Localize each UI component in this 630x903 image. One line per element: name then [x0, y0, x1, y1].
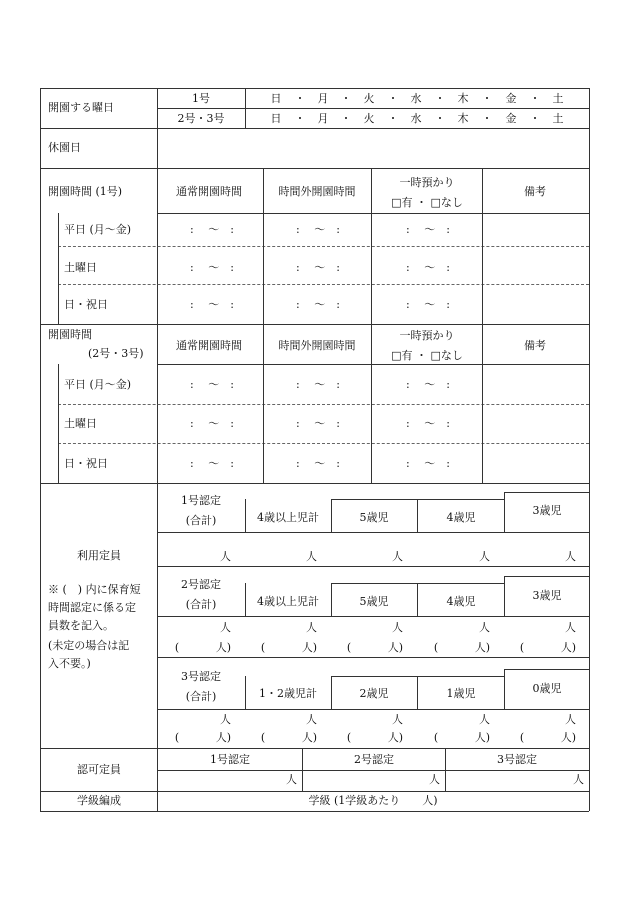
capacity-g3-col-header: 1・2歳児計 — [259, 687, 317, 700]
day-2-3go[interactable]: 土 — [552, 112, 564, 125]
day-2-3go[interactable]: 日 — [270, 112, 282, 125]
day-1go[interactable]: 日 — [270, 92, 282, 105]
capacity-paren-open: ( — [433, 731, 439, 744]
time-normal[interactable]: : ～ : — [190, 457, 234, 470]
hours23-col-note: 備考 — [524, 339, 546, 352]
day-1go[interactable]: 水 — [410, 92, 422, 105]
grid-vline — [371, 168, 372, 324]
capacity-unit[interactable]: 人 — [565, 550, 576, 563]
day-2-3go[interactable]: ・ — [529, 112, 541, 125]
grid-hline — [40, 168, 589, 169]
capacity-paren-open: ( — [519, 641, 525, 654]
capacity-note-line: 員数を記入。 — [48, 619, 114, 632]
time-extra[interactable]: : ～ : — [296, 261, 340, 274]
capacity-g3-title-sub: (合計) — [185, 690, 217, 703]
hours23-col-normal: 通常開園時間 — [176, 339, 242, 352]
day-1go[interactable]: ・ — [340, 92, 352, 105]
day-2-3go[interactable]: ・ — [294, 112, 306, 125]
grid-vline — [482, 324, 483, 483]
capacity-paren-close[interactable]: 人) — [215, 641, 231, 654]
capacity-unit[interactable]: 人 — [479, 621, 490, 634]
capacity-g3-title: 3号認定 — [181, 670, 221, 683]
time-temp[interactable]: : ～ : — [406, 223, 450, 236]
grid-hline — [157, 566, 589, 567]
capacity-paren-open: ( — [346, 731, 352, 744]
capacity-unit[interactable]: 人 — [220, 713, 231, 726]
hours1-row-label: 日・祝日 — [64, 298, 108, 311]
capacity-g1-col-header: 4歳以上児計 — [257, 511, 319, 524]
day-1go[interactable]: ・ — [529, 92, 541, 105]
capacity-paren-close[interactable]: 人) — [387, 641, 403, 654]
hours23-label: 開園時間 — [48, 328, 92, 341]
hours23-row-label: 日・祝日 — [64, 457, 108, 470]
grid-hline — [40, 88, 589, 89]
day-2-3go[interactable]: 木 — [457, 112, 469, 125]
capacity-paren-open: ( — [433, 641, 439, 654]
capacity-g3-col-header: 2歳児 — [359, 687, 389, 700]
capacity-unit[interactable]: 人 — [565, 621, 576, 634]
day-1go[interactable]: 木 — [457, 92, 469, 105]
time-temp[interactable]: : ～ : — [406, 298, 450, 311]
grid-hline — [58, 404, 589, 405]
authorized-col: 1号認定 — [210, 753, 250, 766]
time-extra[interactable]: : ～ : — [296, 378, 340, 391]
capacity-unit[interactable]: 人 — [565, 713, 576, 726]
authorized-unit[interactable]: 人 — [429, 773, 440, 786]
day-2-3go[interactable]: 月 — [317, 112, 329, 125]
grid-vline — [589, 88, 590, 811]
closed-days-label: 休園日 — [48, 141, 81, 154]
grid-hline — [157, 616, 589, 617]
capacity-unit[interactable]: 人 — [479, 713, 490, 726]
grid-hline — [157, 657, 589, 658]
hours23-label-sub: (2号・3号) — [88, 347, 144, 360]
capacity-paren-close[interactable]: 人) — [474, 641, 490, 654]
capacity-paren-open: ( — [260, 731, 266, 744]
capacity-note-line: 入不要。) — [48, 657, 91, 670]
capacity-paren-open: ( — [174, 731, 180, 744]
grid-hline — [157, 709, 589, 710]
day-1go[interactable]: 月 — [317, 92, 329, 105]
grid-hline — [157, 108, 589, 109]
capacity-paren-open: ( — [346, 641, 352, 654]
grid-hline — [157, 770, 589, 771]
capacity-g2-col-header: 4歳以上児計 — [257, 595, 319, 608]
day-1go[interactable]: ・ — [294, 92, 306, 105]
grid-hline — [40, 324, 589, 325]
grid-vline — [482, 168, 483, 324]
grid-vline — [331, 499, 332, 532]
hours1-col-extra: 時間外開園時間 — [278, 185, 356, 198]
classes-text[interactable]: 学級 (1学級あたり 人) — [308, 794, 438, 807]
day-2-3go[interactable]: 水 — [410, 112, 422, 125]
capacity-g2-col-header: 4歳児 — [446, 595, 476, 608]
grid-hline — [157, 213, 589, 214]
capacity-label: 利用定員 — [77, 549, 121, 562]
day-1go[interactable]: 火 — [363, 92, 375, 105]
grid-vline — [245, 676, 246, 709]
grid-vline — [504, 669, 505, 709]
capacity-unit[interactable]: 人 — [220, 621, 231, 634]
authorized-unit[interactable]: 人 — [573, 773, 584, 786]
grid-vline — [445, 748, 446, 791]
grid-vline — [58, 213, 59, 324]
capacity-unit[interactable]: 人 — [220, 550, 231, 563]
grid-hline — [58, 443, 589, 444]
time-extra[interactable]: : ～ : — [296, 457, 340, 470]
capacity-g1-col-header: 3歳児 — [532, 504, 562, 517]
capacity-unit[interactable]: 人 — [392, 713, 403, 726]
hours23-col-temp-opts[interactable]: □有 ・ □なし — [391, 349, 463, 362]
capacity-g1-col-header: 4歳児 — [446, 511, 476, 524]
day-2-3go[interactable]: ・ — [340, 112, 352, 125]
grid-hline — [40, 483, 589, 484]
grid-hline — [504, 576, 589, 577]
grid-vline — [504, 576, 505, 616]
grid-vline — [263, 324, 264, 483]
day-2-3go[interactable]: 火 — [363, 112, 375, 125]
grid-vline — [245, 88, 246, 128]
grid-hline — [504, 669, 589, 670]
time-temp[interactable]: : ～ : — [406, 417, 450, 430]
capacity-g2-title-sub: (合計) — [185, 598, 217, 611]
grid-vline — [504, 492, 505, 532]
classes-label: 学級編成 — [77, 794, 121, 807]
open-days-label: 開園する曜日 — [48, 101, 114, 114]
authorized-col: 3号認定 — [497, 753, 537, 766]
grid-hline — [40, 791, 589, 792]
grid-hline — [40, 748, 589, 749]
capacity-paren-open: ( — [519, 731, 525, 744]
capacity-g2-col-header: 3歳児 — [532, 589, 562, 602]
grid-hline — [504, 492, 589, 493]
capacity-paren-close[interactable]: 人) — [301, 641, 317, 654]
hours1-label: 開園時間 (1号) — [48, 185, 123, 198]
authorized-col: 2号認定 — [354, 753, 394, 766]
time-temp[interactable]: : ～ : — [406, 378, 450, 391]
hours1-col-normal: 通常開園時間 — [176, 185, 242, 198]
day-1go[interactable]: ・ — [481, 92, 493, 105]
capacity-g3-col-header: 1歳児 — [446, 687, 476, 700]
grid-hline — [58, 246, 589, 247]
day-1go[interactable]: 金 — [505, 92, 517, 105]
capacity-paren-open: ( — [260, 641, 266, 654]
grid-hline — [58, 284, 589, 285]
grid-vline — [331, 583, 332, 616]
grid-vline — [371, 324, 372, 483]
authorized-unit[interactable]: 人 — [286, 773, 297, 786]
hours23-row-label: 土曜日 — [64, 417, 97, 430]
hours23-col-extra: 時間外開園時間 — [278, 339, 356, 352]
capacity-unit[interactable]: 人 — [306, 713, 317, 726]
capacity-unit[interactable]: 人 — [306, 621, 317, 634]
capacity-unit[interactable]: 人 — [392, 621, 403, 634]
capacity-paren-close[interactable]: 人) — [560, 731, 576, 744]
grid-vline — [417, 499, 418, 532]
day-2-3go[interactable]: ・ — [481, 112, 493, 125]
capacity-g3-col-header: 0歳児 — [532, 682, 562, 695]
time-temp[interactable]: : ～ : — [406, 261, 450, 274]
hours1-col-temp-opts[interactable]: □有 ・ □なし — [391, 196, 463, 209]
capacity-paren-close[interactable]: 人) — [560, 641, 576, 654]
grid-vline — [157, 88, 158, 811]
hours1-row-label: 土曜日 — [64, 261, 97, 274]
time-normal[interactable]: : ～ : — [190, 298, 234, 311]
capacity-g1-title-sub: (合計) — [185, 514, 217, 527]
grid-vline — [331, 676, 332, 709]
grid-vline — [302, 748, 303, 791]
grid-vline — [245, 499, 246, 532]
grid-hline — [40, 128, 589, 129]
time-extra[interactable]: : ～ : — [296, 223, 340, 236]
day-1go[interactable]: ・ — [434, 92, 446, 105]
capacity-g2-title: 2号認定 — [181, 578, 221, 591]
time-temp[interactable]: : ～ : — [406, 457, 450, 470]
day-2-3go[interactable]: 金 — [505, 112, 517, 125]
grid-vline — [58, 364, 59, 483]
capacity-g2-col-header: 5歳児 — [359, 595, 389, 608]
capacity-paren-close[interactable]: 人) — [301, 731, 317, 744]
capacity-paren-close[interactable]: 人) — [474, 731, 490, 744]
grid-hline — [157, 364, 589, 365]
time-normal[interactable]: : ～ : — [190, 417, 234, 430]
capacity-unit[interactable]: 人 — [306, 550, 317, 563]
time-normal[interactable]: : ～ : — [190, 378, 234, 391]
grid-vline — [417, 676, 418, 709]
capacity-paren-close[interactable]: 人) — [215, 731, 231, 744]
hours23-col-temp-title: 一時預かり — [399, 329, 455, 342]
capacity-unit[interactable]: 人 — [479, 550, 490, 563]
type-2-3go-label: 2号・3号 — [177, 112, 225, 125]
grid-vline — [417, 583, 418, 616]
grid-vline — [40, 88, 41, 811]
time-extra[interactable]: : ～ : — [296, 417, 340, 430]
type-1go-label: 1号 — [192, 92, 210, 105]
grid-vline — [263, 168, 264, 324]
day-1go[interactable]: ・ — [387, 92, 399, 105]
time-normal[interactable]: : ～ : — [190, 261, 234, 274]
grid-hline — [40, 811, 589, 812]
hours1-row-label: 平日 (月～金) — [64, 223, 132, 236]
grid-vline — [245, 583, 246, 616]
grid-hline — [157, 532, 589, 533]
capacity-unit[interactable]: 人 — [392, 550, 403, 563]
time-normal[interactable]: : ～ : — [190, 223, 234, 236]
capacity-paren-close[interactable]: 人) — [387, 731, 403, 744]
hours23-row-label: 平日 (月～金) — [64, 378, 132, 391]
capacity-note-line: 時間認定に係る定 — [48, 601, 136, 614]
authorized-label: 認可定員 — [77, 763, 121, 776]
time-extra[interactable]: : ～ : — [296, 298, 340, 311]
day-1go[interactable]: 土 — [552, 92, 564, 105]
capacity-g1-title: 1号認定 — [181, 494, 221, 507]
capacity-note-line: (未定の場合は記 — [48, 639, 130, 652]
hours1-col-temp-title: 一時預かり — [399, 176, 455, 189]
capacity-paren-open: ( — [174, 641, 180, 654]
day-2-3go[interactable]: ・ — [434, 112, 446, 125]
hours1-col-note: 備考 — [524, 185, 546, 198]
capacity-g1-col-header: 5歳児 — [359, 511, 389, 524]
day-2-3go[interactable]: ・ — [387, 112, 399, 125]
capacity-note-line: ※ ( ) 内に保育短 — [48, 583, 141, 596]
